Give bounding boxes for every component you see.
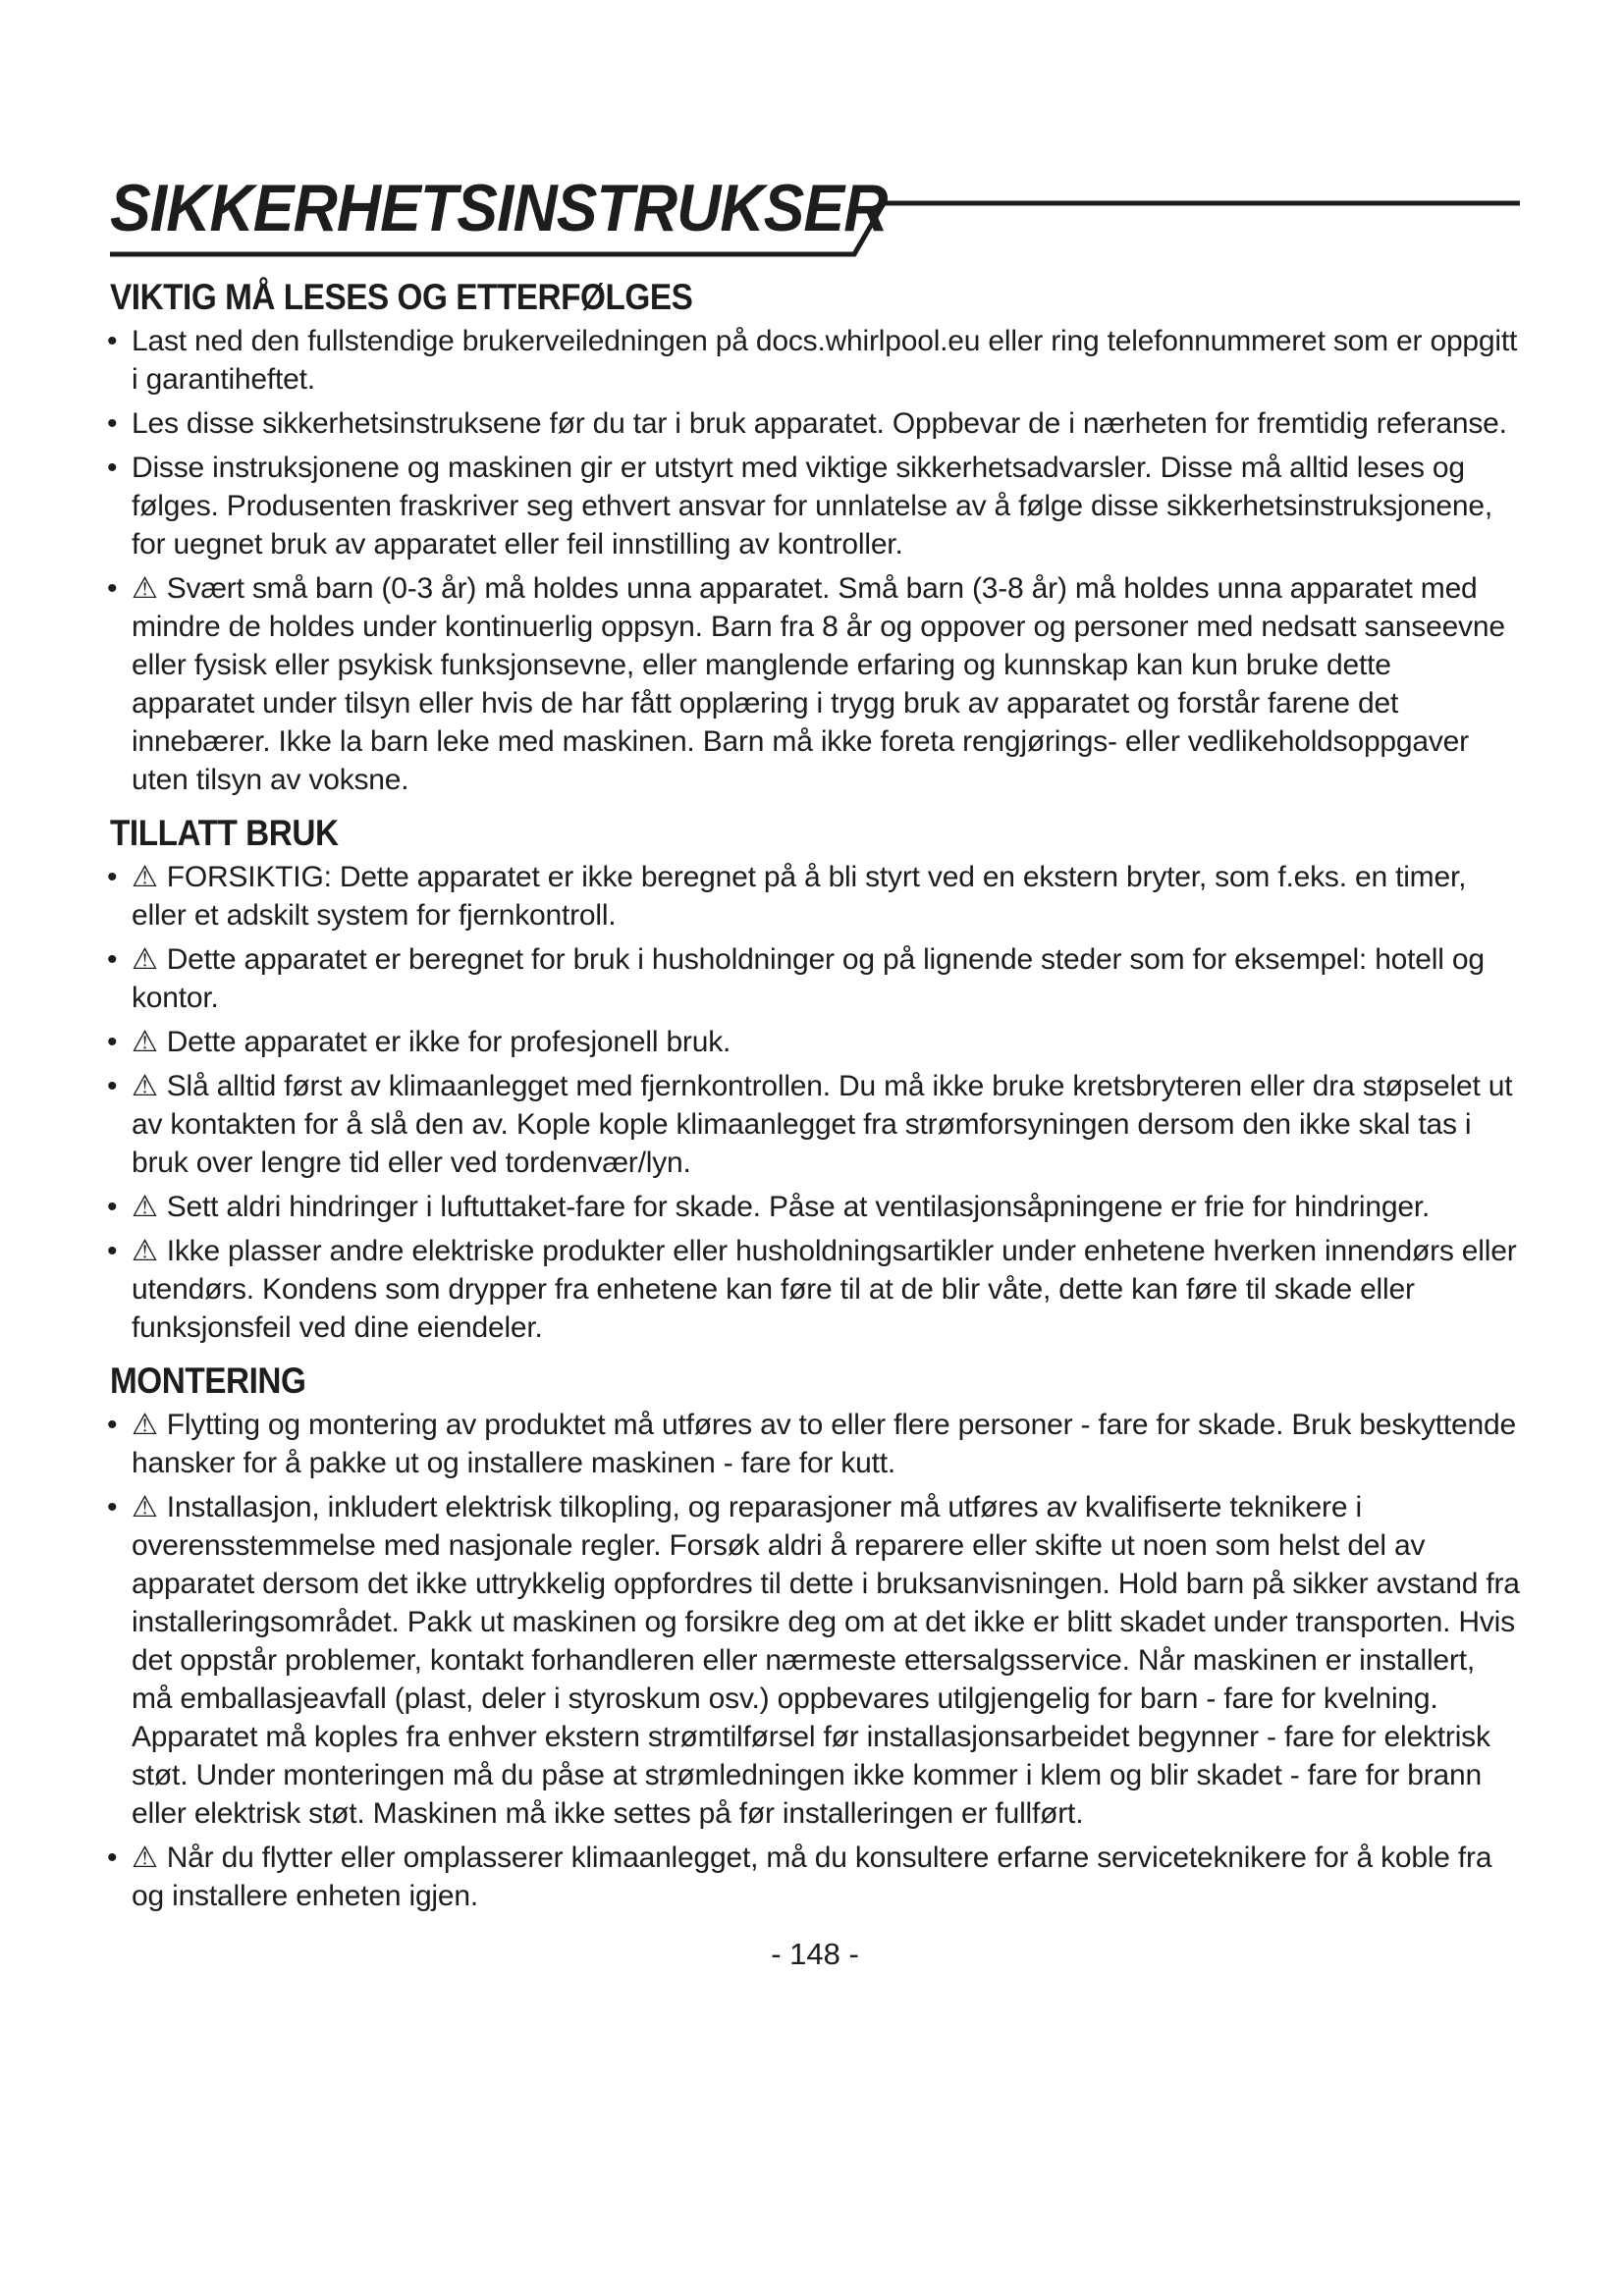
- list-item: [107, 322, 1520, 399]
- warning-triangle-icon: ⚠: [132, 1025, 158, 1059]
- warning-triangle-icon: ⚠: [132, 1841, 158, 1875]
- bullet-dot: •: [107, 1235, 118, 1267]
- bullet-dot: •: [107, 1409, 118, 1441]
- list-item-text: Svært små barn (0-3 år) må holdes unna apparatet. Små barn (3-8 år) må holdes unna apparatet med mindre de holdes under kontinuerlig oppsyn. Barn fra 8 år og oppover og personer med nedsatt sanseevne eller fysisk eller psykisk funksjonsevne, eller manglende erfaring og kunnskap kan kun bruke dette apparatet under tilsyn eller hvis de har fått opplæring i trygg bruk av apparatet og forstår farene det innebærer. Ikke la barn leke med maskinen. Barn må ikke foreta rengjørings- eller vedlikeholdsoppgaver uten tilsyn av voksne.: [132, 572, 1505, 796]
- list-item-text: Sett aldri hindringer i luftuttaket-fare for skade. Påse at ventilasjonsåpningene er frie for hindringer.: [166, 1191, 1431, 1223]
- bullet-dot: •: [107, 1026, 118, 1058]
- bullet-list: [107, 858, 1520, 1347]
- list-item-text: Dette apparatet er ikke for profesjonell bruk.: [166, 1026, 731, 1058]
- list-item: [107, 1188, 1520, 1226]
- list-item: [107, 1232, 1520, 1347]
- bullet-dot: •: [107, 861, 118, 893]
- warning-triangle-icon: ⚠: [132, 1069, 158, 1103]
- section-heading: TILLATT BRUK: [110, 813, 339, 853]
- bullet-list: [107, 322, 1520, 799]
- list-item: [107, 1488, 1520, 1833]
- list-item-text: Installasjon, inkludert elektrisk tilkopling, og reparasjoner må utføres av kvalifiserte teknikere i overensstemmelse med nasjonale regler. Forsøk aldri å reparere eller skifte ut noen som helst del av apparatet dersom det ikke uttrykkelig oppfordres til dette i bruksanvisningen. Hold barn på sikker avstand fra installeringsområdet. Pakk ut maskinen og forsikre deg om at det ikke er blitt skadet under transporten. Hvis det oppstår problemer, kontakt forhandleren eller nærmeste ettersalgsservice. Når maskinen er installert, må emballasjeavfall (plast, deler i styroskum osv.) oppbevares utilgjengelig for barn - fare for kvelning. Apparatet må koples fra enhver ekstern strømtilførsel før installasjonsarbeidet begynner - fare for elektrisk støt. Under monteringen må du påse at strømledningen ikke kommer i klem og blir skadet - fare for brann eller elektrisk støt. Maskinen må ikke settes på før installeringen er fullført.: [132, 1491, 1520, 1830]
- bullet-dot: •: [107, 572, 118, 605]
- list-item-text: Dette apparatet er beregnet for bruk i husholdninger og på lignende steder som for eksempel: hotell og kontor.: [132, 943, 1485, 1014]
- list-item: [107, 858, 1520, 934]
- bullet-dot: •: [107, 1842, 118, 1874]
- list-item-text: Når du flytter eller omplasserer klimaanlegget, må du konsultere erfarne serviceteknikere for å koble fra og installere enheten igjen.: [132, 1842, 1492, 1912]
- warning-triangle-icon: ⚠: [132, 860, 158, 894]
- bullet-dot: •: [107, 943, 118, 976]
- warning-triangle-icon: ⚠: [132, 1408, 158, 1442]
- list-item-text: Flytting og montering av produktet må utføres av to eller flere personer - fare for skade. Bruk beskyttende hansker for å pakke ut og installere maskinen - fare for kutt.: [132, 1409, 1516, 1479]
- list-item: [107, 940, 1520, 1017]
- list-item-text: Slå alltid først av klimaanlegget med fjernkontrollen. Du må ikke bruke kretsbryteren eller dra støpselet ut av kontakten for å slå den av. Kople kople klimaanlegget fra strømforsyningen dersom den ikke skal tas i bruk over lengre tid eller ved tordenvær/lyn.: [132, 1070, 1513, 1179]
- bullet-list: [107, 1406, 1520, 1915]
- bullet-dot: •: [107, 1191, 118, 1223]
- list-item: [107, 1839, 1520, 1915]
- bullet-dot: •: [107, 1070, 118, 1102]
- list-item: [107, 1023, 1520, 1061]
- list-item: [107, 449, 1520, 563]
- section-important: [107, 277, 1520, 799]
- bullet-dot: •: [107, 407, 118, 440]
- list-item: [107, 1067, 1520, 1182]
- bullet-dot: •: [107, 325, 118, 357]
- list-item-text: FORSIKTIG: Dette apparatet er ikke beregnet på å bli styrt ved en ekstern bryter, som f.eks. en timer, eller et adskilt system for fjernkontroll.: [132, 861, 1467, 932]
- warning-triangle-icon: ⚠: [132, 942, 158, 977]
- page-number: - 148 -: [771, 1937, 859, 1971]
- list-item-text: Last ned den fullstendige brukerveiledningen på docs.whirlpool.eu eller ring telefonnummeret som er oppgitt i garantiheftet.: [132, 325, 1518, 396]
- section-heading: MONTERING: [110, 1361, 306, 1401]
- list-item: [107, 404, 1520, 443]
- warning-triangle-icon: ⚠: [132, 1190, 158, 1224]
- list-item: [107, 1406, 1520, 1482]
- list-item-text: Disse instruksjonene og maskinen gir er utstyrt med viktige sikkerhetsadvarsler. Disse må alltid leses og følges. Produsenten fraskriver seg ethvert ansvar for unnlatelse av å følge disse sikkerhetsinstruksjonene, for uegnet bruk av apparatet eller feil innstilling av kontroller.: [132, 452, 1492, 561]
- warning-triangle-icon: ⚠: [132, 1234, 158, 1268]
- warning-triangle-icon: ⚠: [132, 571, 158, 606]
- page-title: SIKKERHETSINSTRUKSER: [110, 171, 888, 245]
- list-item-text: Les disse sikkerhetsinstruksene før du tar i bruk apparatet. Oppbevar de i nærheten for fremtidig referanse.: [132, 407, 1507, 440]
- section-installation: [107, 1361, 1520, 1915]
- warning-triangle-icon: ⚠: [132, 1490, 158, 1524]
- section-heading: VIKTIG MÅ LESES OG ETTERFØLGES: [110, 277, 693, 317]
- list-item-text: Ikke plasser andre elektriske produkter eller husholdningsartikler under enhetene hverken innendørs eller utendørs. Kondens som drypper fra enhetene kan føre til at de blir våte, dette kan føre til skade eller funksjonsfeil ved dine eiendeler.: [132, 1235, 1517, 1344]
- page-header: [110, 0, 1520, 263]
- list-item: [107, 569, 1520, 799]
- bullet-dot: •: [107, 452, 118, 484]
- bullet-dot: •: [107, 1491, 118, 1523]
- section-permitted-use: [107, 813, 1520, 1347]
